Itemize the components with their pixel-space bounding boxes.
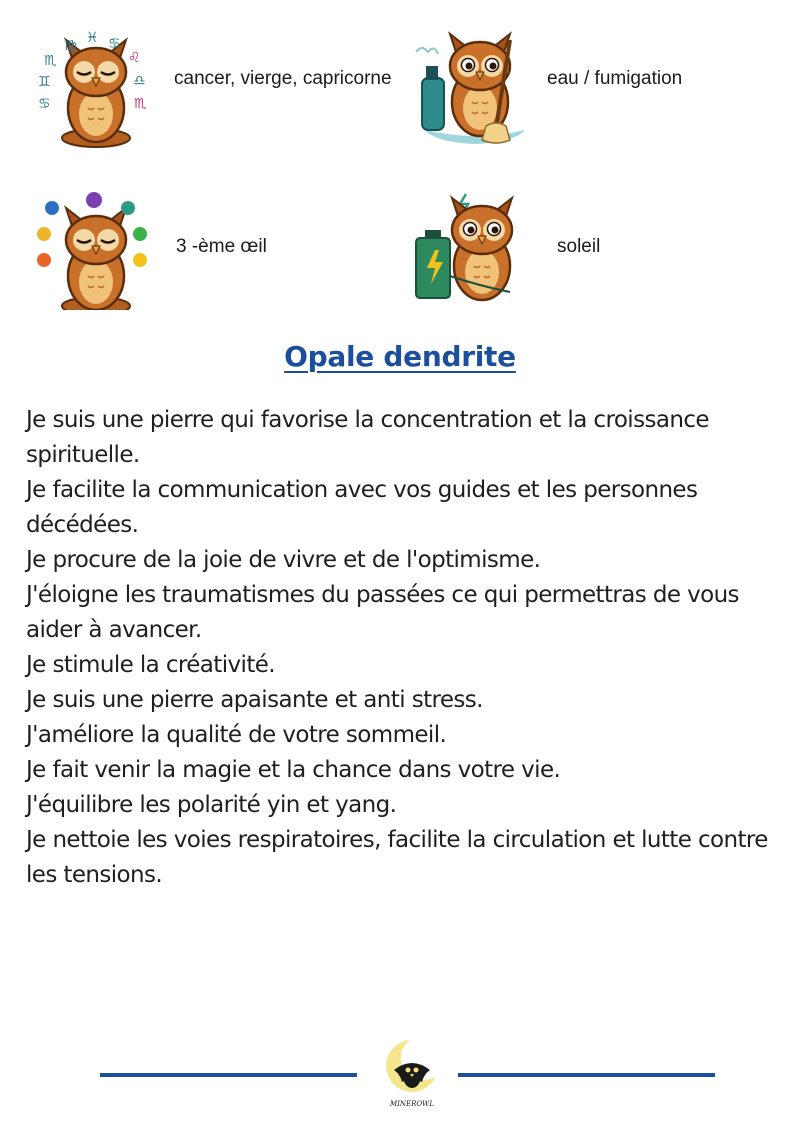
svg-text:♍: ♍	[64, 38, 77, 54]
paragraph: Je fait venir la magie et la chance dans votre vie.	[26, 757, 561, 783]
paragraph: Je nettoie les voies respiratoires, facilite la circulation et lutte contre les tensions.	[26, 827, 768, 888]
paragraph: Je suis une pierre qui favorise la concentration et la croissance spirituelle.	[26, 407, 709, 468]
svg-text:♏: ♏	[44, 53, 57, 69]
svg-text:♌: ♌	[128, 50, 141, 66]
icon-label-signs: cancer, vierge, capricorne	[174, 68, 392, 89]
owl-chakras-icon	[30, 188, 160, 310]
paragraph: J'améliore la qualité de votre sommeil.	[26, 722, 447, 748]
page-title: Opale dendrite	[284, 340, 516, 373]
description-list	[26, 403, 786, 893]
owl-cleaning-spray-icon	[410, 30, 535, 150]
paragraph: J'éloigne les traumatismes du passées ce qui permettras de vous aider à avancer.	[26, 582, 739, 643]
owl-zodiac-icon	[30, 28, 160, 150]
svg-text:♋: ♋	[108, 36, 121, 52]
paragraph: Je suis une pierre apaisante et anti stress.	[26, 687, 483, 713]
svg-text:♏: ♏	[134, 96, 147, 112]
paragraph: Je procure de la joie de vivre et de l'optimisme.	[26, 547, 541, 573]
icon-label-cleaning: eau / fumigation	[547, 68, 683, 89]
icon-label-sun: soleil	[557, 236, 601, 257]
svg-text:♎: ♎	[133, 73, 146, 89]
owl-battery-charging-icon	[410, 186, 535, 306]
paragraph: Je facilite la communication avec vos guides et les personnes décédées.	[26, 477, 698, 538]
paragraph: Je stimule la créativité.	[26, 652, 275, 678]
footer-rule-right	[458, 1073, 715, 1077]
svg-text:♊: ♊	[38, 74, 51, 90]
footer-rule-left	[100, 1073, 357, 1077]
svg-text:♋: ♋	[38, 96, 51, 112]
logo-text: MINEROWL	[389, 1100, 435, 1108]
icon-label-third-eye: 3 -ème œil	[176, 236, 267, 257]
paragraph: J'équilibre les polarité yin et yang.	[26, 792, 397, 818]
svg-text:♓: ♓	[86, 30, 99, 46]
owl-moon-logo-icon	[380, 1036, 444, 1112]
